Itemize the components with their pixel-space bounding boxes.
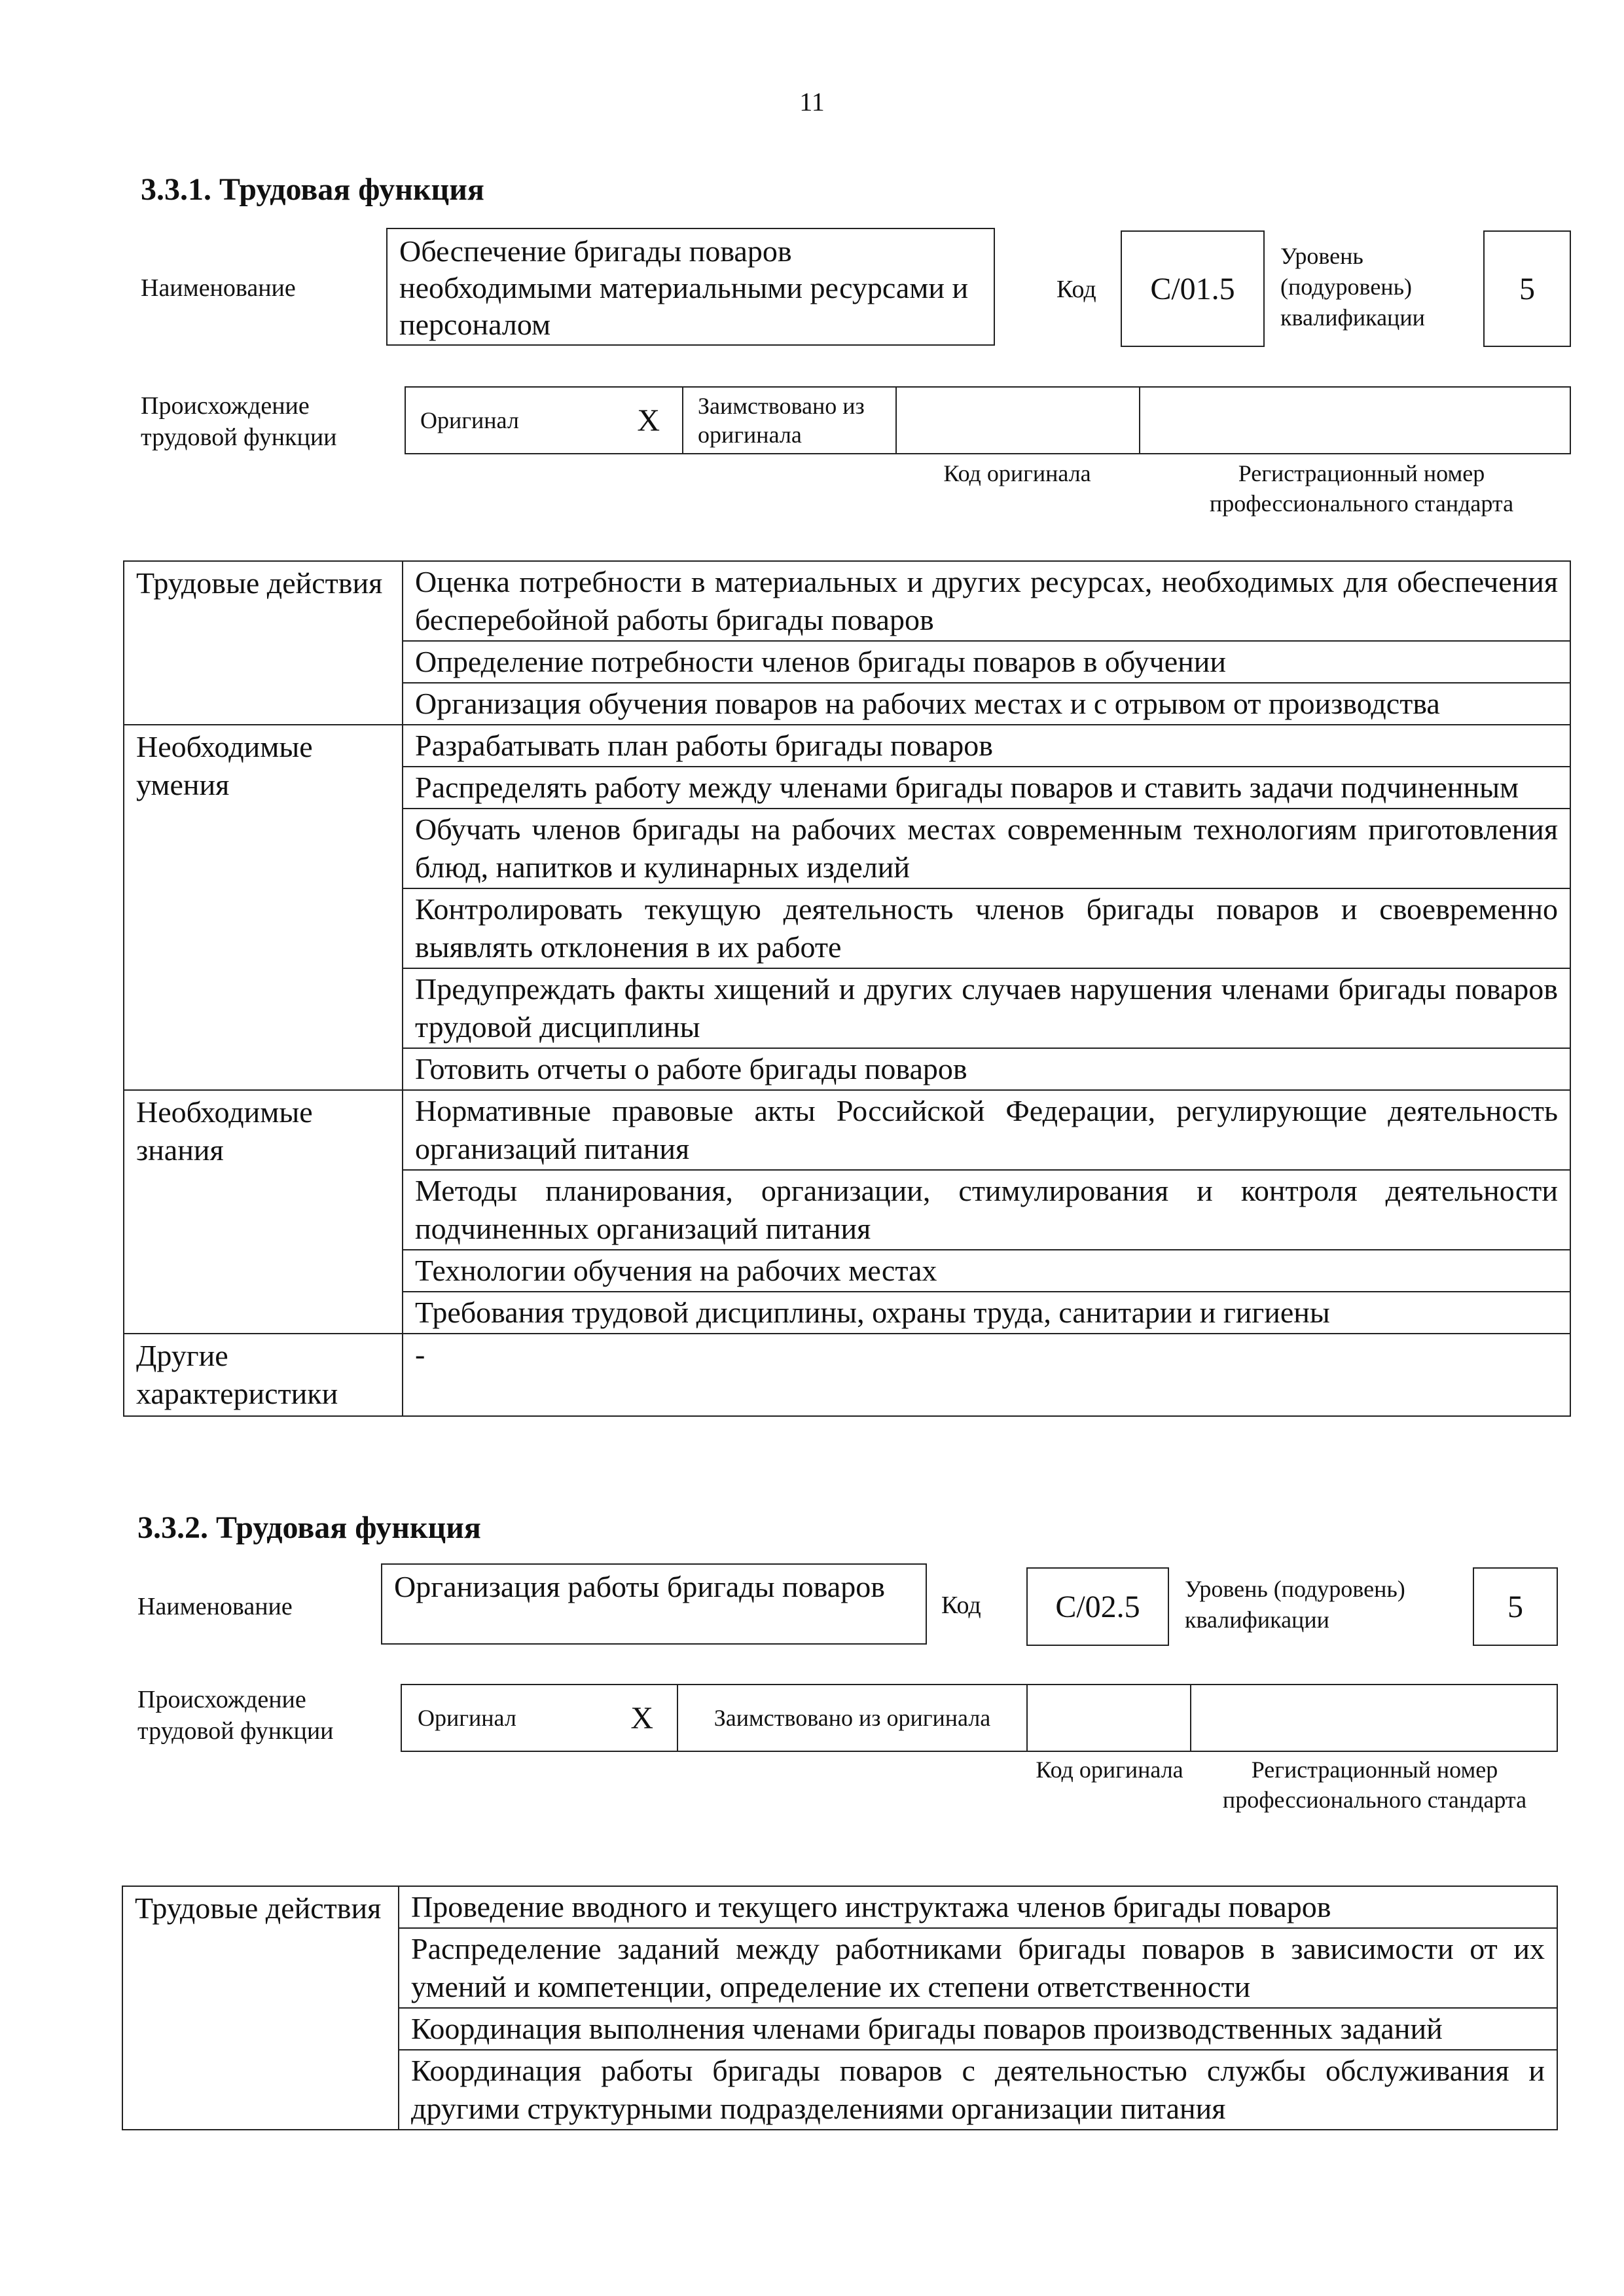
category-cell: Необходимые умения [124,725,403,1090]
origin-row [401,1684,1558,1752]
origin-borrowed-cell [678,1685,1028,1751]
function-name-box: Организация работы бригады поваров [381,1563,927,1645]
caption-origin-code: Код оригинала [1036,1757,1183,1783]
name-label: Наименование [137,1593,293,1620]
item-cell: Организация обучения поваров на рабочих местах и с отрывом от производства [403,683,1570,725]
item-cell: Готовить отчеты о работе бригады поваров [403,1048,1570,1090]
level-box: 5 [1473,1567,1558,1646]
item-cell: Координация выполнения членами бригады поваров производственных заданий [399,2008,1557,2050]
origin-mark: X [637,403,660,438]
code-box: C/02.5 [1026,1567,1169,1646]
origin-original-label: Оригинал [418,1705,516,1731]
item-cell: Обучать членов бригады на рабочих местах современным технологиям приготовления блюд, напитков и кулинарных изделий [403,809,1570,888]
item-cell: Методы планирования, организации, стимулирования и контроля деятельности подчиненных организаций питания [403,1170,1570,1250]
item-cell: Распределение заданий между работниками бригады поваров в зависимости от их умений и компетенции, определение их степени ответственности [399,1928,1557,2008]
origin-original-cell [406,388,683,453]
table-row [124,725,1570,767]
function-name-box: Обеспечение бригады поваров необходимыми материальными ресурсами и персоналом [386,228,995,346]
category-cell: Трудовые действия [124,561,403,725]
function-table [122,1886,1558,2130]
origin-row [405,386,1571,454]
code-label: Код [1056,276,1096,303]
item-cell: Предупреждать факты хищений и других случаев нарушения членами бригады поваров трудовой дисциплины [403,968,1570,1048]
section-title: 3.3.1. Трудовая функция [141,172,484,207]
category-cell: Другие характеристики [124,1334,403,1416]
item-cell: Требования трудовой дисциплины, охраны труда, санитарии и гигиены [403,1292,1570,1334]
table-row [122,1886,1557,1928]
name-label: Наименование [141,274,296,302]
item-cell: Определение потребности членов бригады поваров в обучении [403,641,1570,683]
code-box: C/01.5 [1121,230,1265,347]
origin-original-label: Оригинал [420,407,519,433]
page-number: 11 [799,87,825,117]
table-row [124,561,1570,641]
item-cell: Распределять работу между членами бригады поваров и ставить задачи подчиненным [403,767,1570,809]
level-box: 5 [1483,230,1571,347]
code-label: Код [941,1592,981,1619]
item-cell: Координация работы бригады поваров с деятельностью службы обслуживания и другими структурными подразделениями организации питания [399,2050,1557,2130]
caption-registration: Регистрационный номер профессионального стандарта [1209,460,1514,517]
origin-label: Происхождение трудовой функции [137,1686,334,1745]
origin-reg-cell [1191,1685,1557,1751]
caption-registration: Регистрационный номер профессионального стандарта [1222,1757,1527,1813]
item-cell: Контролировать текущую деятельность членов бригады поваров и своевременно выявлять отклонения в их работе [403,888,1570,968]
table-row [124,1090,1570,1170]
category-cell: Трудовые действия [122,1886,399,2130]
origin-code-cell [1028,1685,1191,1751]
caption-origin-code: Код оригинала [943,460,1091,486]
item-cell: Технологии обучения на рабочих местах [403,1250,1570,1292]
origin-mark: X [630,1700,653,1736]
section-title: 3.3.2. Трудовая функция [137,1510,481,1545]
origin-reg-cell [1140,388,1570,453]
origin-label: Происхождение трудовой функции [141,392,337,451]
level-label: Уровень (подуровень) квалификации [1280,243,1425,331]
origin-code-cell [897,388,1140,453]
item-cell: - [403,1334,1570,1416]
item-cell: Разрабатывать план работы бригады поваров [403,725,1570,767]
item-cell: Проведение вводного и текущего инструктажа членов бригады поваров [399,1886,1557,1928]
item-cell: Нормативные правовые акты Российской Федерации, регулирующие деятельность организаций питания [403,1090,1570,1170]
origin-original-cell [402,1685,678,1751]
category-cell: Необходимые знания [124,1090,403,1334]
origin-borrowed-label: Заимствовано из оригинала [713,1705,991,1731]
level-label: Уровень (подуровень) квалификации [1185,1576,1405,1633]
table-row [124,1334,1570,1416]
origin-borrowed-cell [683,388,897,453]
function-table [123,560,1571,1417]
origin-borrowed-label: Заимствовано из оригинала [698,393,865,448]
item-cell: Оценка потребности в материальных и других ресурсах, необходимых для обеспечения бесперебойной работы бригады поваров [403,561,1570,641]
